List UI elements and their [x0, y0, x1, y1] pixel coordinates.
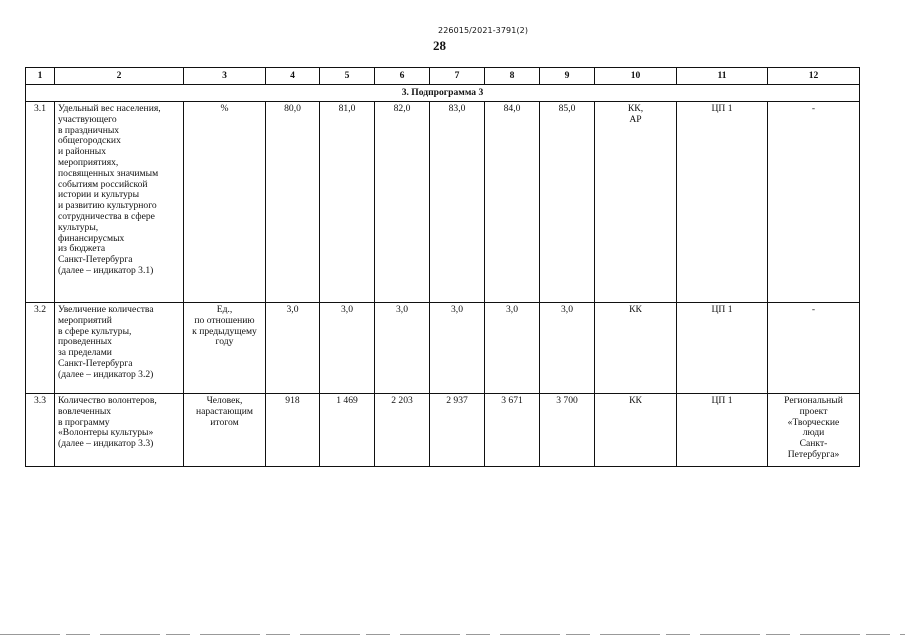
column-number: 6 [375, 68, 430, 85]
document-registration-number: 226015/2021-3791(2) [438, 26, 529, 35]
indicator-value-col8: 3,0 [485, 303, 540, 394]
indicator-project: Региональный проект «Творческие люди Санкт- Петербурга» [768, 394, 860, 467]
section-header-row [26, 85, 860, 102]
indicator-goal: ЦП 1 [677, 102, 768, 303]
column-number: 11 [677, 68, 768, 85]
column-number: 3 [184, 68, 266, 85]
column-number: 12 [768, 68, 860, 85]
column-number: 1 [26, 68, 55, 85]
indicator-value-col4: 918 [266, 394, 320, 467]
indicator-value-col9: 85,0 [540, 102, 595, 303]
indicator-source: КК [595, 394, 677, 467]
indicator-source: КК, АР [595, 102, 677, 303]
indicator-value-col6: 2 203 [375, 394, 430, 467]
column-number-row [26, 68, 860, 85]
indicator-value-col8: 3 671 [485, 394, 540, 467]
column-number: 2 [55, 68, 184, 85]
indicator-id: 3.1 [26, 102, 55, 303]
indicator-value-col6: 82,0 [375, 102, 430, 303]
table-row [26, 102, 860, 303]
indicator-value-col5: 3,0 [320, 303, 375, 394]
indicator-name: Удельный вес населения, участвующего в праздничных общегородских и районных мероприятиях, посвященных значимым событиям российской истории и культуры и развитию культурного сотрудничества в сфере культуры, финансирусмых из бюджета Санкт-Петербурга (далее – индикатор 3.1) [55, 102, 184, 303]
column-number: 9 [540, 68, 595, 85]
section-title: 3. Подпрограмма 3 [26, 85, 860, 102]
indicator-value-col4: 3,0 [266, 303, 320, 394]
indicator-value-col5: 81,0 [320, 102, 375, 303]
indicator-goal: ЦП 1 [677, 394, 768, 467]
indicator-name: Увеличение количества мероприятий в сфере культуры, проведенных за пределами Санкт-Петербурга (далее – индикатор 3.2) [55, 303, 184, 394]
table-row [26, 303, 860, 394]
indicator-value-col7: 2 937 [430, 394, 485, 467]
indicator-unit: Человек, нарастающим итогом [184, 394, 266, 467]
indicator-value-col8: 84,0 [485, 102, 540, 303]
indicator-value-col7: 83,0 [430, 102, 485, 303]
indicator-value-col9: 3 700 [540, 394, 595, 467]
indicator-value-col6: 3,0 [375, 303, 430, 394]
column-number: 10 [595, 68, 677, 85]
indicator-goal: ЦП 1 [677, 303, 768, 394]
column-number: 4 [266, 68, 320, 85]
page-number: 28 [433, 38, 446, 53]
indicator-value-col9: 3,0 [540, 303, 595, 394]
indicator-id: 3.3 [26, 394, 55, 467]
indicator-project: - [768, 102, 860, 303]
table-row [26, 394, 860, 467]
indicator-unit: % [184, 102, 266, 303]
indicator-value-col5: 1 469 [320, 394, 375, 467]
indicator-project: - [768, 303, 860, 394]
indicator-name: Количество волонтеров, вовлеченных в программу «Волонтеры культуры» (далее – индикатор 3.3) [55, 394, 184, 467]
indicator-unit: Ед., по отношению к предыдущему году [184, 303, 266, 394]
column-number: 8 [485, 68, 540, 85]
scan-edge-line [0, 634, 905, 635]
indicator-value-col4: 80,0 [266, 102, 320, 303]
column-number: 5 [320, 68, 375, 85]
indicator-id: 3.2 [26, 303, 55, 394]
indicator-value-col7: 3,0 [430, 303, 485, 394]
indicators-table [25, 67, 860, 467]
indicator-source: КК [595, 303, 677, 394]
column-number: 7 [430, 68, 485, 85]
